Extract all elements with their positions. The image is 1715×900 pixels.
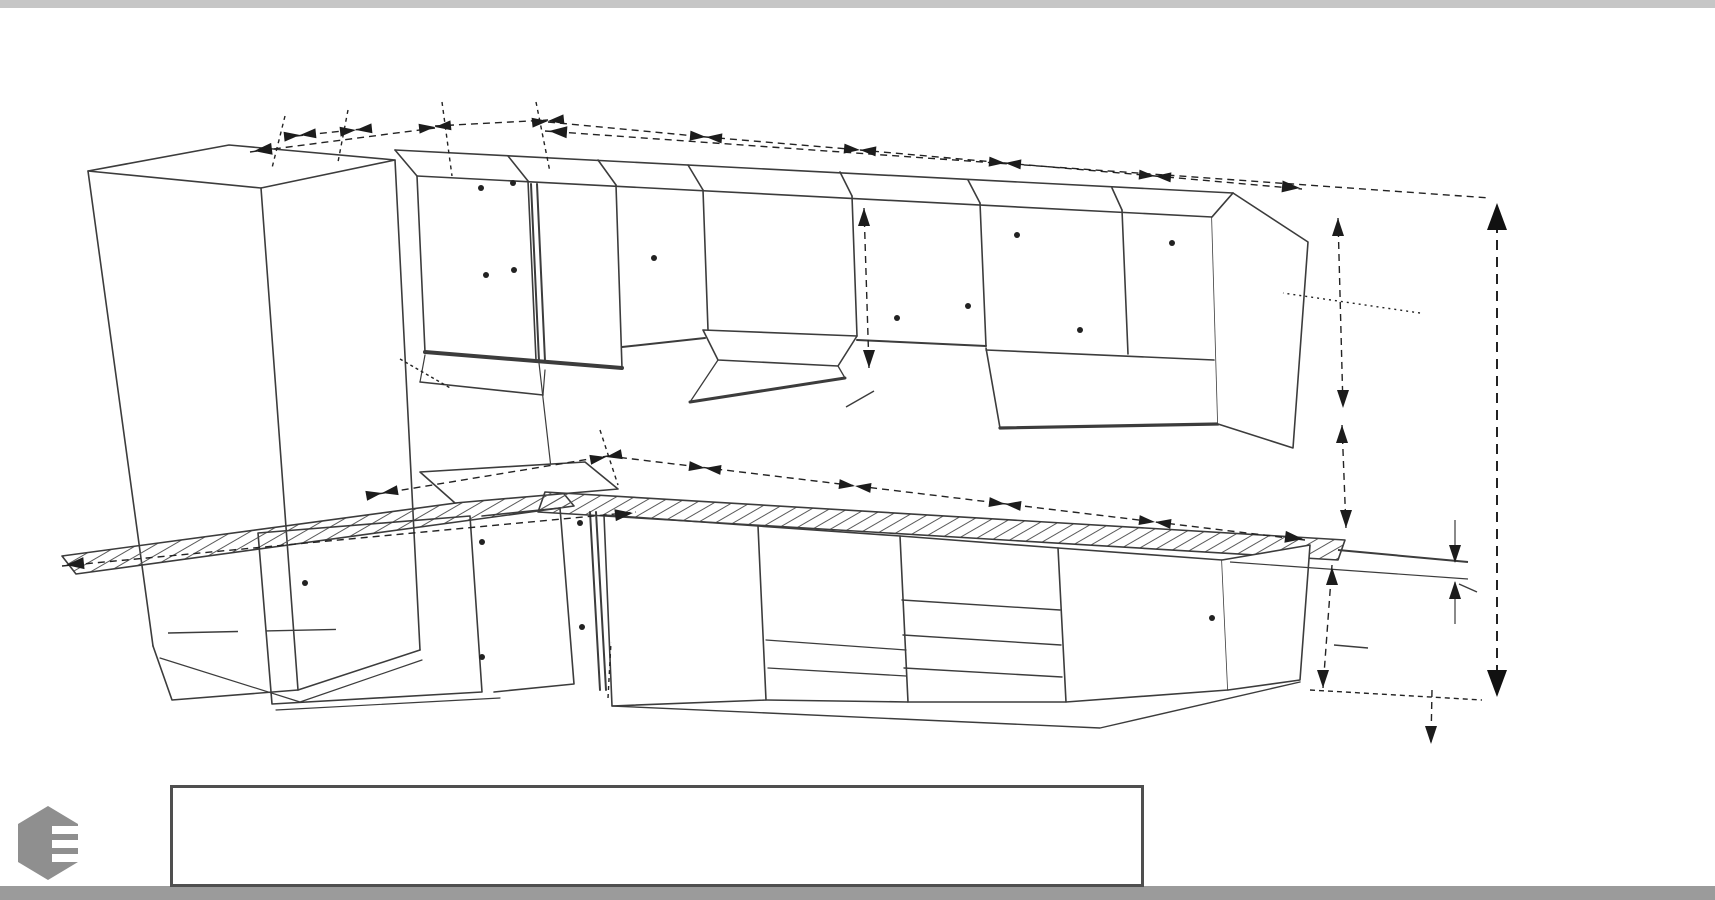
agreement-note — [170, 785, 1144, 887]
